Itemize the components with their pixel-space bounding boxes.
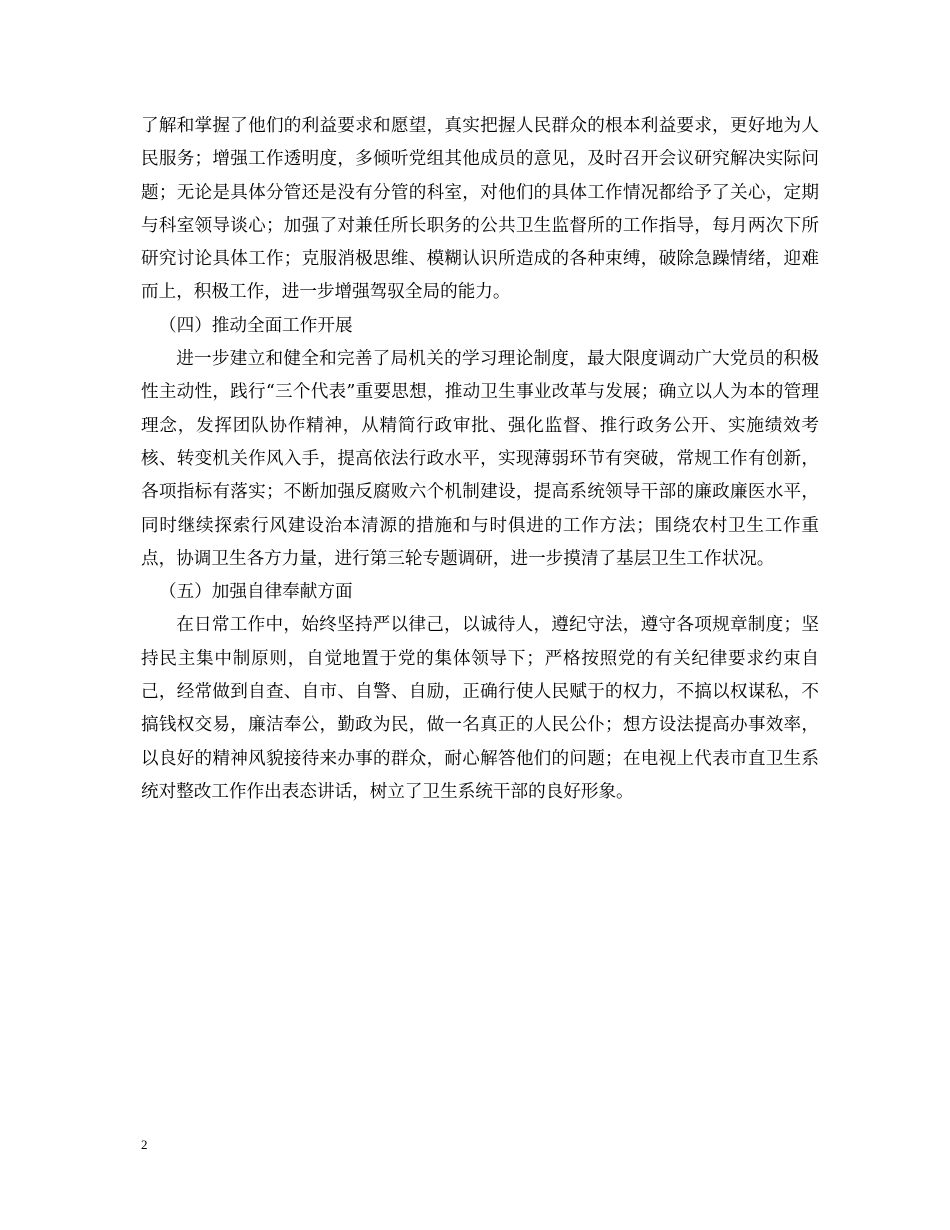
paragraph-section-four: 进一步建立和健全和完善了局机关的学习理论制度，最大限度调动广大党员的积极性主动性，践行“三个代表”重要思想，推动卫生事业改革与发展；确立以人为本的管理理念，发挥团队协作精神，从精简行政审批、强化监督、推行政务公开、实施绩效考核、转变机关作风入手，提高依法行政水平，实现薄弱环节有突破，常规工作有创新，各项指标有落实；不断加强反腐败六个机制建设，提高系统领导干部的廉政廉医水平，同时继续探索行风建设治本清源的措施和与时俱进的工作方法；围绕农村卫生工作重点，协调卫生各方力量，进行第三轮专题调研，进一步摸清了基层卫生工作状况。 — [141, 349, 819, 569]
paragraph-continuation: 了解和掌握了他们的利益要求和愿望，真实把握人民群众的根本利益要求，更好地为人民服务；增强工作透明度，多倾听党组其他成员的意见，及时召开会议研究解决实际问题；无论是具体分管还是没有分管的科室，对他们的具体工作情况都给予了关心，定期与科室领导谈心；加强了对兼任所长职务的公共卫生监督所的工作指导，每月两次下所研究讨论具体工作；克服消极思维、模糊认识所造成的各种束缚，破除急躁情绪，迎难而上，积极工作，进一步增强驾驭全局的能力。 — [141, 116, 819, 303]
paragraph-section-five: 在日常工作中，始终坚持严以律己，以诚待人，遵纪守法，遵守各项规章制度；坚持民主集中制原则，自觉地置于党的集体领导下；严格按照党的有关纪律要求约束自己，经常做到自查、自市、自警、自励，正确行使人民赋于的权力，不搞以权谋私，不搞钱权交易，廉洁奉公，勤政为民，做一名真正的人民公仆；想方设法提高办事效率，以良好的精神风貌接待来办事的群众，耐心解答他们的问题；在电视上代表市直卫生系统对整改工作作出表态讲话，树立了卫生系统干部的良好形象。 — [141, 615, 819, 802]
section-heading-four: （四）推动全面工作开展 — [159, 315, 353, 336]
page-number: 2 — [141, 1137, 148, 1152]
document-body — [141, 110, 819, 809]
section-heading-five: （五）加强自律奉献方面 — [159, 582, 353, 603]
